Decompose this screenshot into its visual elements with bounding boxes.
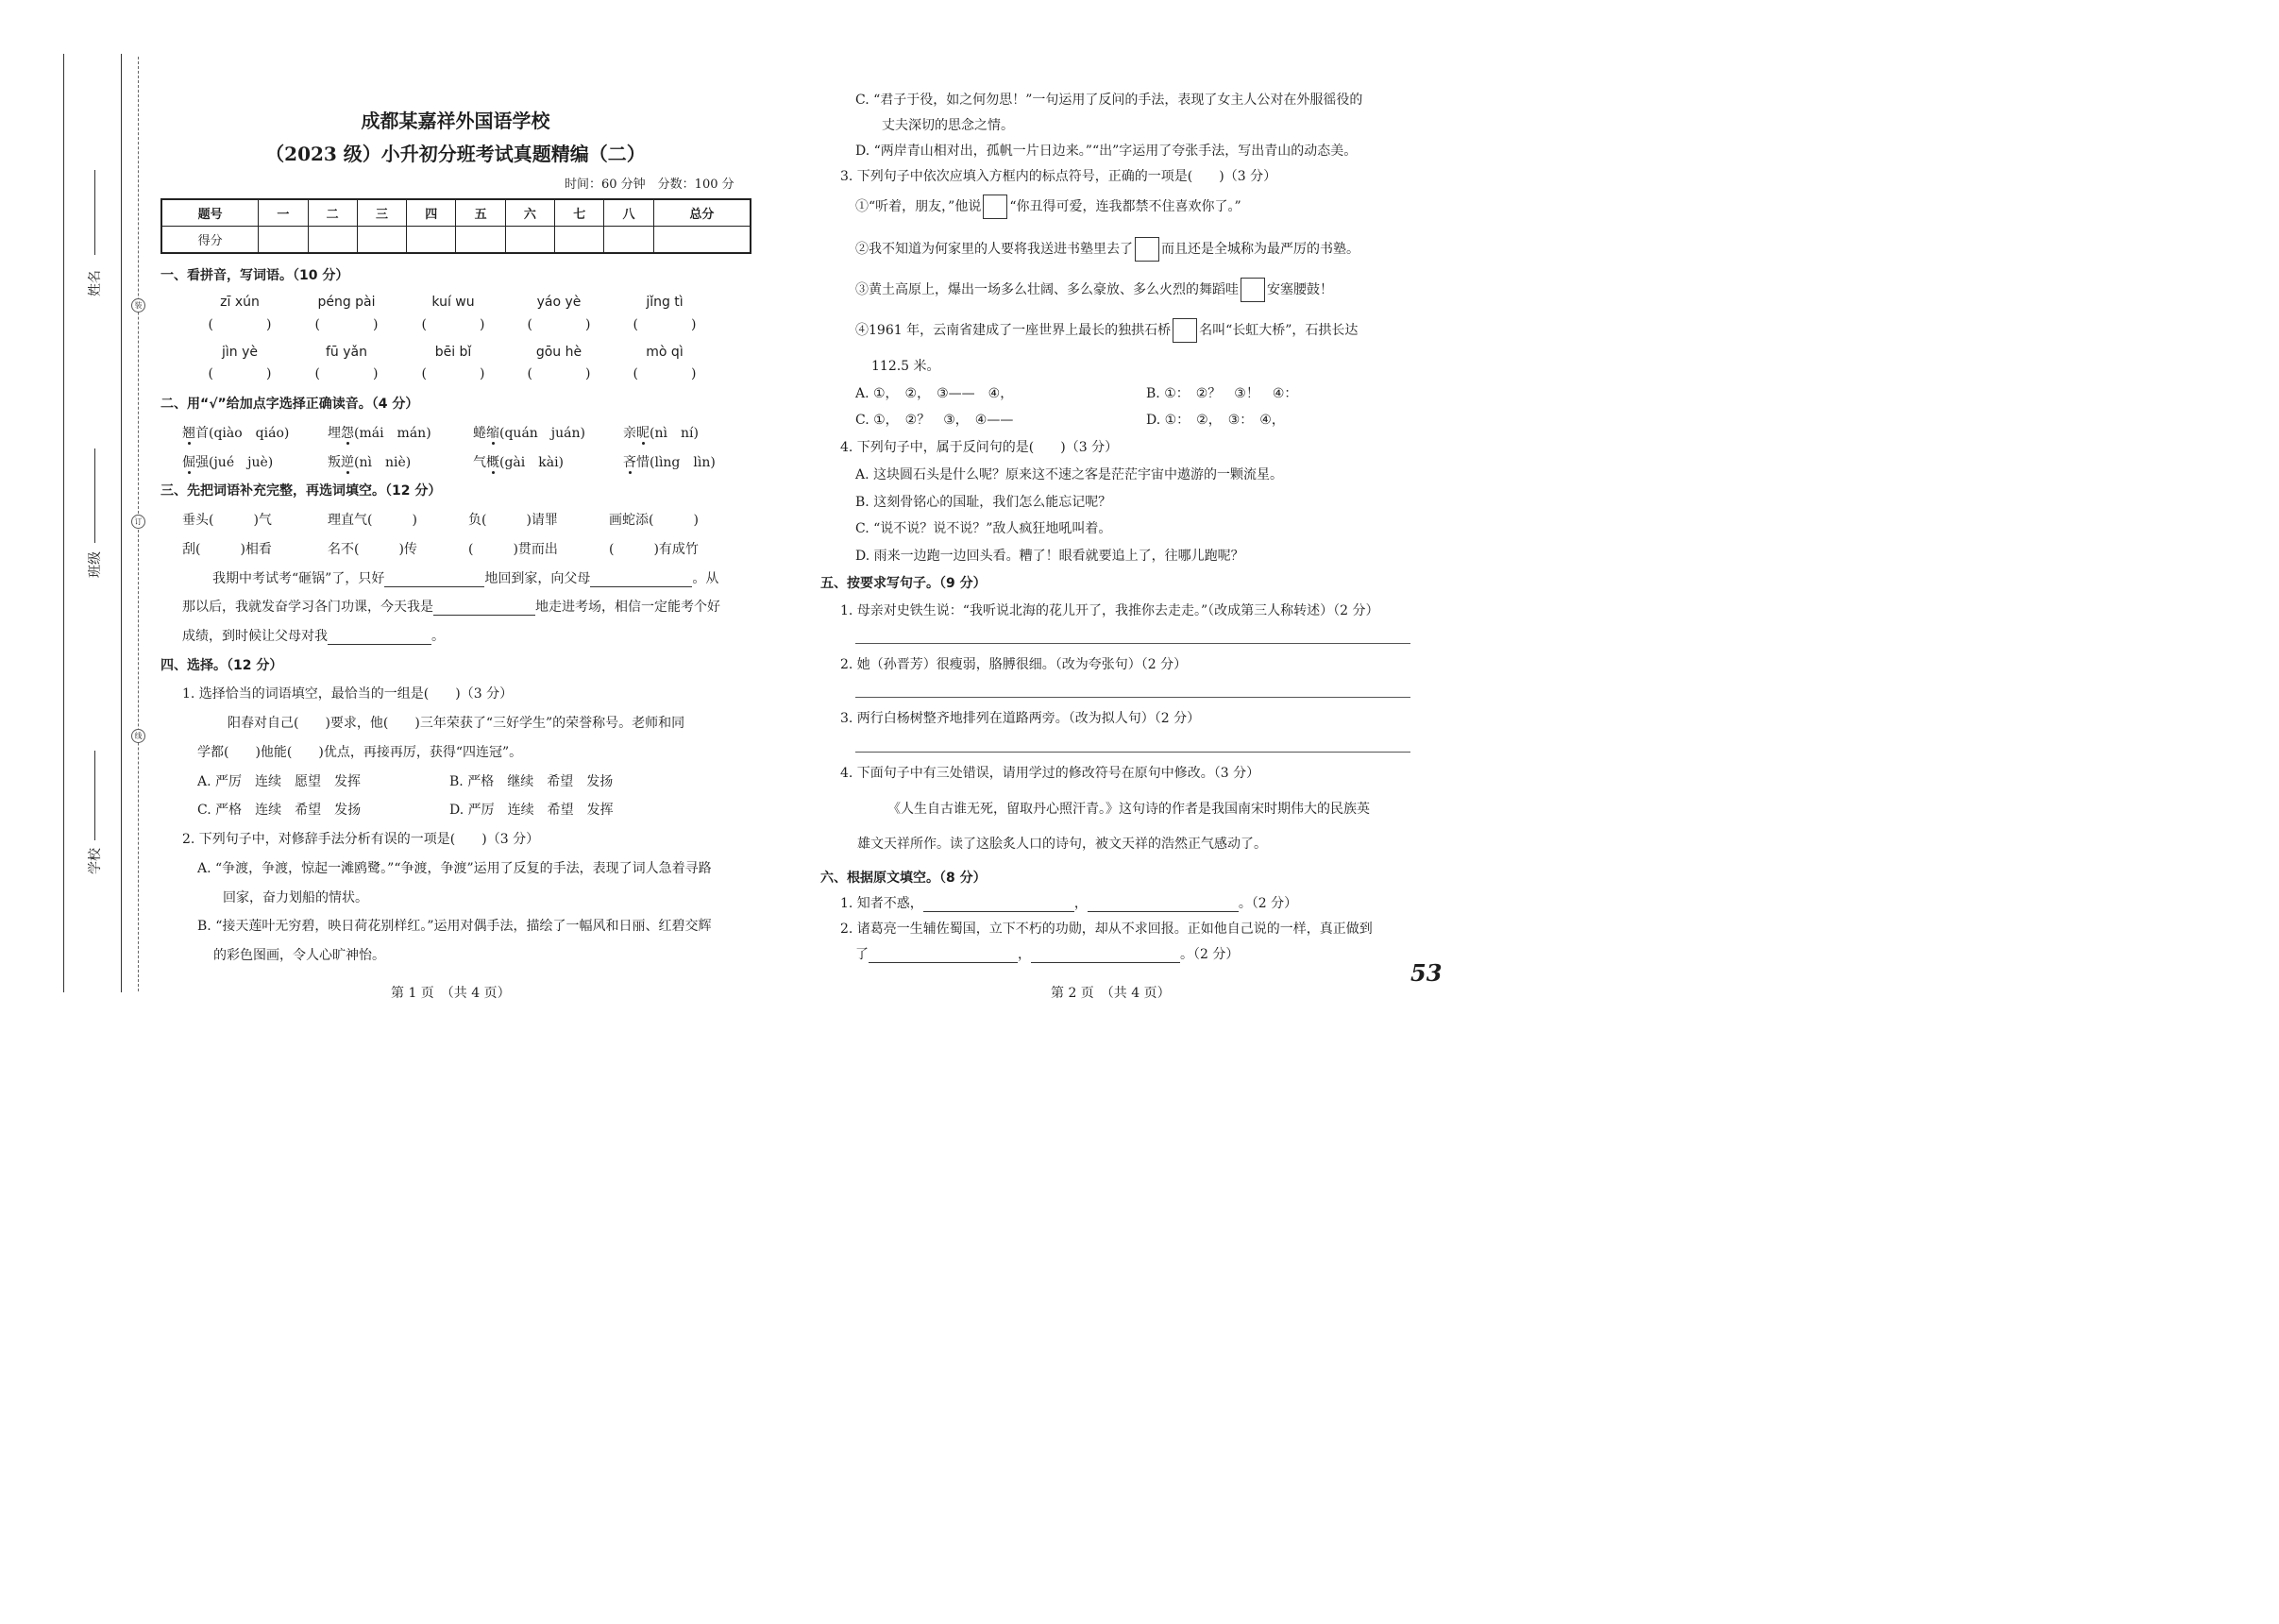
score-cell: 总分 [653, 199, 751, 227]
score-input-cell[interactable] [308, 227, 357, 254]
idiom-item[interactable]: 垂头( )气 [182, 513, 272, 528]
answer-paren[interactable]: ( ) [208, 317, 272, 332]
score-cell: 一 [259, 199, 308, 227]
question-6-2: 2. 诸葛亮一生辅佐蜀国，立下不朽的功勋，却从不求回报。正如他自己说的一样，真正做到 [840, 922, 1373, 937]
pronunciation-item[interactable]: 亲昵(nì ní) [623, 426, 699, 441]
option[interactable]: A. ①， ②， ③—— ④， [855, 386, 1014, 401]
question-5-1: 1. 母亲对史铁生说：“我听说北海的花儿开了，我推你去走走。”（改成第三人称转述）（2 分） [840, 603, 1379, 618]
answer-paren[interactable]: ( ) [527, 366, 591, 381]
punctuation-box[interactable] [1135, 237, 1159, 262]
class-blank[interactable] [94, 448, 95, 543]
question-5-4: 4. 下面句子中有三处错误，请用学过的修改符号在原句中修改。（3 分） [840, 766, 1260, 781]
pronunciation-item[interactable]: 埋怨(mái mán) [328, 426, 431, 441]
idiom-item[interactable]: 理直气( ) [328, 513, 417, 528]
fill-paragraph-line1: 我期中考试考“砸锅”了，只好 地回到家，向父母 。从 [212, 571, 719, 586]
section-4-title: 四、选择。（12 分） [160, 658, 283, 673]
question-4-4: 4. 下列句子中，属于反问句的是( )（3 分） [840, 440, 1119, 455]
idiom-item[interactable]: 画蛇添( ) [609, 513, 699, 528]
answer-paren[interactable]: ( ) [421, 317, 485, 332]
idiom-item[interactable]: 刮( )相看 [182, 542, 272, 557]
pinyin: yáo yè [536, 295, 582, 310]
answer-paren[interactable]: ( ) [633, 366, 697, 381]
option[interactable]: A. “争渡，争渡，惊起一滩鸥鹭。”“争渡，争渡”运用了反复的手法，表现了词人急着寻路 [197, 861, 712, 876]
answer-line[interactable] [855, 697, 1410, 698]
score-table-header-row [161, 199, 751, 227]
score-cell: 七 [555, 199, 604, 227]
idiom-item[interactable]: 名不( )传 [328, 542, 417, 557]
fill-blank[interactable] [328, 631, 431, 645]
section-1-title: 一、看拼音，写词语。（10 分） [160, 268, 349, 283]
answer-paren[interactable]: ( ) [633, 317, 697, 332]
q4-3-sentence: ②我不知道为何家里的人要将我送进书塾里去了 而且还是全城称为最严厉的书塾。 [855, 237, 1359, 262]
school-label: 学校 [88, 848, 103, 874]
q5-4-text[interactable]: 《人生自古谁无死，留取丹心照汗青。》这句诗的作者是我国南宋时期伟大的民族英 [887, 802, 1370, 817]
score-cell: 题号 [161, 199, 259, 227]
option[interactable]: B. 这刻骨铭心的国耻，我们怎么能忘记呢？ [855, 495, 1112, 510]
q4-3-sentence-cont: 112.5 米。 [871, 359, 940, 374]
margin-line-outer [63, 54, 64, 992]
pinyin: mò qì [646, 345, 684, 360]
option[interactable]: B. 严格 继续 希望 发扬 [449, 774, 614, 789]
time-score: 时间：60 分钟 分数：100 分 [565, 178, 734, 192]
fill-blank[interactable] [433, 601, 535, 616]
class-label: 班级 [88, 551, 103, 578]
option[interactable]: D. “两岸青山相对出，孤帆一片日边来。”“出”字运用了夸张手法，写出青山的动态美。 [855, 144, 1358, 159]
question-5-3: 3. 两行白杨树整齐地排列在道路两旁。（改为拟人句）（2 分） [840, 711, 1201, 726]
option[interactable]: B. “接天莲叶无穷碧，映日荷花别样红。”运用对偶手法，描绘了一幅风和日丽、红碧交辉 [197, 919, 712, 934]
score-input-cell[interactable] [604, 227, 653, 254]
pronunciation-item[interactable]: 叛逆(nì niè) [328, 455, 412, 470]
pronunciation-item[interactable]: 翘首(qiào qiáo) [182, 426, 290, 441]
page-number-2: 第 2 页 （共 4 页） [1051, 986, 1171, 1001]
fill-blank[interactable] [869, 949, 1018, 963]
pronunciation-item[interactable]: 气概(gài kài) [473, 455, 565, 470]
score-input-cell[interactable] [259, 227, 308, 254]
option[interactable]: A. 这块圆石头是什么呢？原来这不速之客是茫茫宇宙中遨游的一颗流星。 [855, 467, 1284, 482]
q4-1-text: 阳春对自己( )要求，他( )三年荣获了“三好学生”的荣誉称号。老师和同 [228, 716, 685, 731]
fill-blank[interactable] [1031, 949, 1180, 963]
pronunciation-item[interactable]: 吝惜(lìng lìn) [623, 455, 716, 470]
score-cell: 二 [308, 199, 357, 227]
q4-3-sentence: ③黄土高原上，爆出一场多么壮阔、多么豪放、多么火烈的舞蹈哇 安塞腰鼓！ [855, 278, 1333, 302]
score-input-cell[interactable] [555, 227, 604, 254]
binding-circle-1: 装 [131, 298, 145, 313]
score-input-cell[interactable] [357, 227, 406, 254]
punctuation-box[interactable] [983, 195, 1007, 219]
option[interactable]: D. ①： ②， ③： ④， [1146, 413, 1285, 428]
q4-1-text: 学都( )他能( )优点，再接再厉，获得“四连冠”。 [197, 745, 523, 760]
punctuation-box[interactable] [1241, 278, 1265, 302]
score-cell: 四 [407, 199, 456, 227]
score-input-cell[interactable] [407, 227, 456, 254]
fill-blank[interactable] [1088, 898, 1239, 912]
pinyin: gōu hè [535, 345, 582, 360]
question-6-1: 1. 知者不惑， ， 。（2 分） [840, 896, 1298, 911]
pronunciation-item[interactable]: 倔强(jué juè) [182, 455, 274, 470]
pinyin: jǐng tì [646, 295, 684, 310]
fill-paragraph-line2: 那以后，我就发奋学习各门功课，今天我是 地走进考场，相信一定能考个好 [182, 600, 720, 615]
section-5-title: 五、按要求写句子。（9 分） [820, 576, 987, 591]
binding-circle-2: 订 [131, 515, 145, 529]
option-cont: 回家，奋力划船的情状。 [223, 890, 368, 905]
score-cell: 八 [604, 199, 653, 227]
name-label: 姓名 [88, 270, 103, 296]
answer-paren[interactable]: ( ) [208, 366, 272, 381]
score-cell: 五 [456, 199, 505, 227]
answer-paren[interactable]: ( ) [314, 366, 379, 381]
option-cont: 的彩色图画，令人心旷神怡。 [213, 948, 385, 963]
idiom-item[interactable]: 负( )请罪 [468, 513, 558, 528]
option[interactable]: C. “君子于役，如之何勿思！”一句运用了反问的手法，表现了女主人公对在外服徭役的 [855, 93, 1363, 108]
score-cell: 六 [505, 199, 554, 227]
pronunciation-item[interactable]: 蜷缩(quán juán) [473, 426, 585, 441]
section-6-title: 六、根据原文填空。（8 分） [820, 871, 987, 886]
q4-3-sentence: ①“听着，朋友，”他说 “你丑得可爱，连我都禁不住喜欢你了。” [855, 195, 1241, 219]
fill-blank[interactable] [384, 573, 484, 587]
answer-line[interactable] [855, 643, 1410, 644]
idiom-item[interactable]: ( )贯而出 [468, 542, 558, 557]
pinyin: bēi bǐ [434, 345, 472, 360]
name-blank[interactable] [94, 170, 95, 255]
question-4-1: 1. 选择恰当的词语填空，最恰当的一组是( )（3 分） [182, 686, 514, 702]
section-3-title: 三、先把词语补充完整，再选词填空。（12 分） [160, 483, 442, 499]
option[interactable]: D. 严厉 连续 希望 发挥 [449, 803, 614, 818]
score-input-cell[interactable] [505, 227, 554, 254]
pinyin: kuí wu [431, 295, 475, 310]
question-4-2: 2. 下列句子中，对修辞手法分析有误的一项是( )（3 分） [182, 832, 540, 847]
score-table [160, 198, 751, 254]
answer-paren[interactable]: ( ) [314, 317, 379, 332]
q5-4-text[interactable]: 雄文天祥所作。读了这脍炙人口的诗句，被文天祥的浩然正气感动了。 [857, 837, 1267, 852]
score-cell: 得分 [161, 227, 259, 254]
question-5-2: 2. 她（孙晋芳）很瘦弱，胳膊很细。（改为夸张句）（2 分） [840, 657, 1188, 672]
page-number-1: 第 1 页 （共 4 页） [391, 986, 511, 1001]
q4-3-sentence: ④1961 年，云南省建成了一座世界上最长的独拱石桥 名叫“长虹大桥”，石拱长达 [855, 318, 1358, 343]
punctuation-box[interactable] [1173, 318, 1197, 343]
score-input-cell[interactable] [456, 227, 505, 254]
option[interactable]: C. 严格 连续 希望 发扬 [197, 803, 362, 818]
option[interactable]: B. ①： ②？ ③！ ④： [1146, 386, 1298, 401]
option[interactable]: A. 严厉 连续 愿望 发挥 [197, 774, 362, 789]
binding-circle-3: 线 [131, 729, 145, 743]
fill-blank[interactable] [923, 898, 1074, 912]
score-table-score-row [161, 227, 751, 254]
book-page-number: 53 [1410, 959, 1443, 987]
option-cont: 丈夫深切的思念之情。 [882, 118, 1014, 133]
answer-paren[interactable]: ( ) [527, 317, 591, 332]
question-6-2-cont: 了 ， 。（2 分） [855, 947, 1240, 962]
margin-line-inner [121, 54, 122, 992]
question-4-3: 3. 下列句子中依次应填入方框内的标点符号，正确的一项是( )（3 分） [840, 169, 1277, 184]
exam-title-line1: 成都某嘉祥外国语学校 [361, 110, 550, 132]
option[interactable]: D. 雨来一边跑一边回头看。糟了！眼看就要追上了，往哪儿跑呢？ [855, 549, 1244, 564]
option[interactable]: C. “说不说？说不说？”敌人疯狂地吼叫着。 [855, 521, 1112, 536]
idiom-item[interactable]: ( )有成竹 [609, 542, 699, 557]
score-cell: 三 [357, 199, 406, 227]
section-2-title: 二、用“√”给加点字选择正确读音。（4 分） [160, 397, 419, 412]
pinyin: fū yǎn [326, 345, 367, 360]
answer-paren[interactable]: ( ) [421, 366, 485, 381]
exam-title-line2: （2023 级）小升初分班考试真题精编（二） [265, 143, 646, 165]
answer-line[interactable] [855, 752, 1410, 753]
pinyin: péng pài [317, 295, 376, 310]
pinyin: zī xún [220, 295, 260, 310]
school-blank[interactable] [94, 751, 95, 840]
score-input-cell[interactable] [653, 227, 751, 254]
fill-blank[interactable] [590, 573, 692, 587]
option[interactable]: C. ①， ②？ ③， ④—— [855, 413, 1014, 428]
pinyin: jìn yè [221, 345, 258, 360]
fill-paragraph-line3: 成绩，到时候让父母对我 。 [182, 629, 445, 644]
